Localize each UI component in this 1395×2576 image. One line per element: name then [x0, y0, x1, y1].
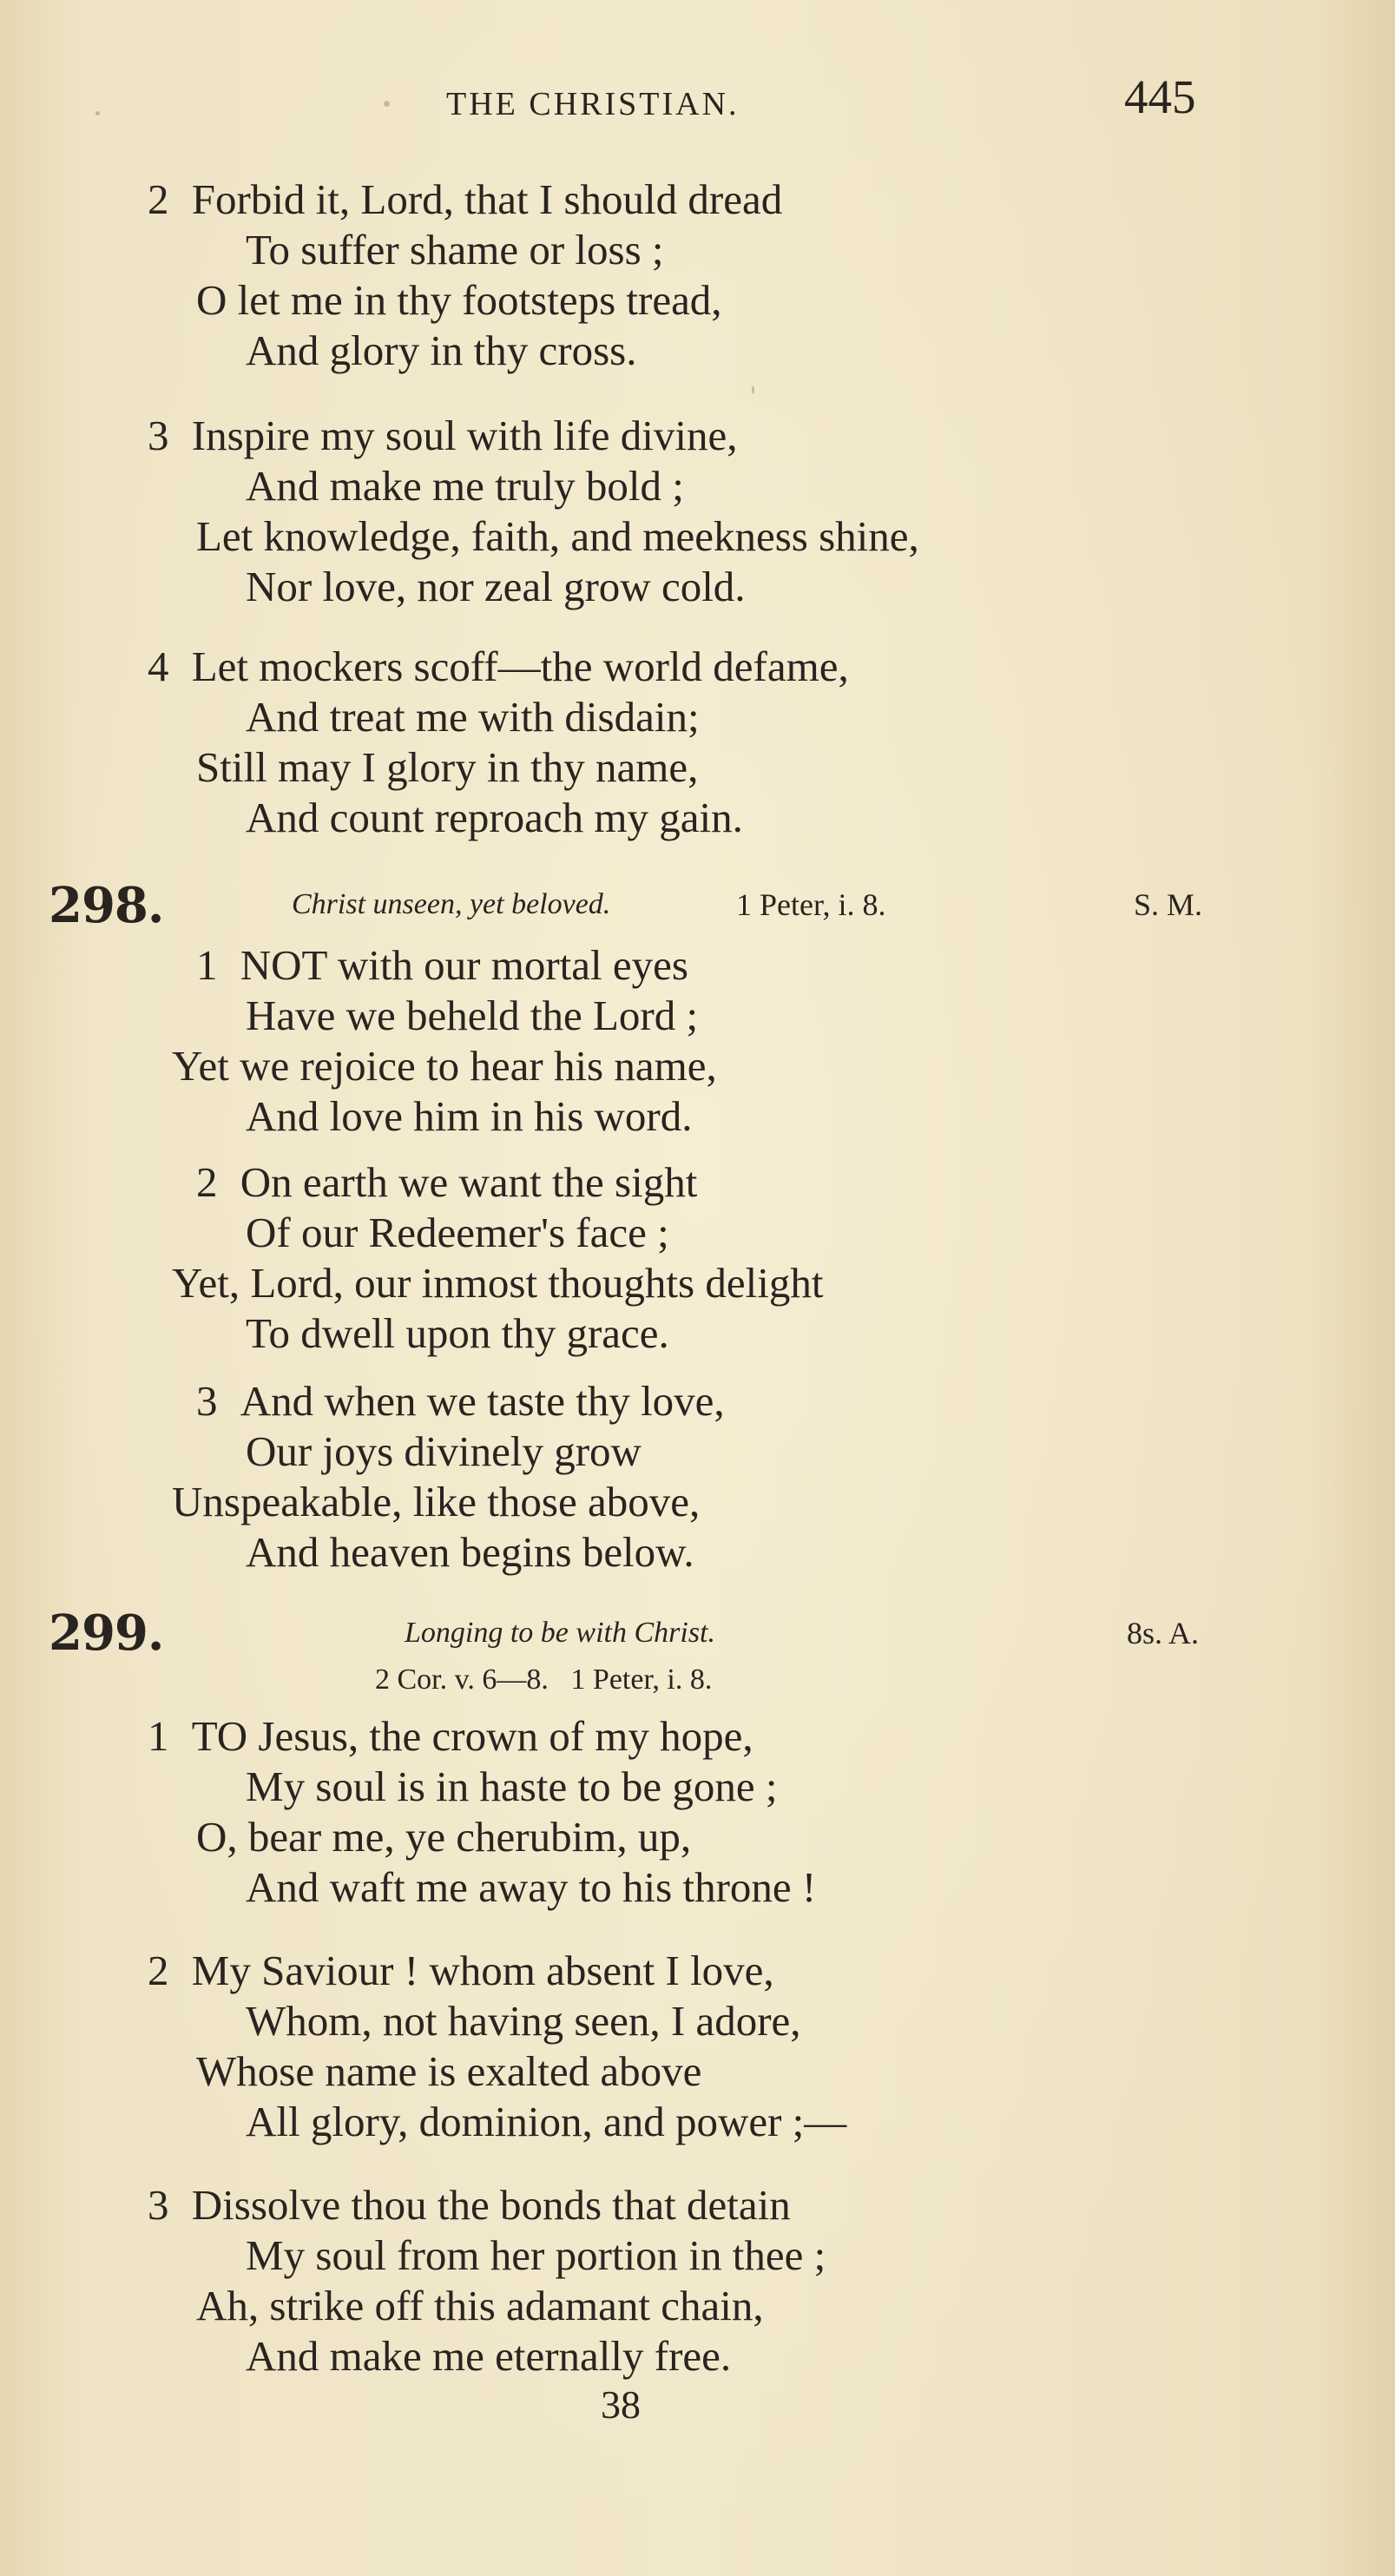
verse-text: Unspeakable, like those above,: [172, 1478, 701, 1525]
verse-text: NOT with our mortal eyes: [240, 941, 688, 989]
verse-text: Dissolve thou the bonds that detain: [191, 2181, 791, 2229]
verse-text: And make me eternally free.: [246, 2332, 732, 2380]
verse-text: And love him in his word.: [246, 1092, 693, 1140]
verse-text: And glory in thy cross.: [246, 326, 637, 374]
stanza-line: [148, 1947, 774, 1995]
verse-text: O, bear me, ye cherubim, up,: [196, 1813, 692, 1861]
verse-text: Of our Redeemer's face ;: [246, 1209, 669, 1256]
verse-text: And treat me with disdain;: [246, 693, 700, 741]
verse-text: Ah, strike off this adamant chain,: [196, 2282, 764, 2329]
stanza-line: [148, 642, 849, 691]
verse-text: Forbid it, Lord, that I should dread: [191, 175, 783, 223]
verse-text: Have we beheld the Lord ;: [246, 992, 699, 1039]
verse-text: And when we taste thy love,: [240, 1377, 725, 1425]
scripture-reference: 2 Cor. v. 6—8. 1 Peter, i. 8.: [375, 1664, 713, 1696]
stanza-line: [196, 941, 688, 990]
verse-text: And waft me away to his throne !: [246, 1863, 817, 1911]
verse-text: Yet, Lord, our inmost thoughts delight: [172, 1259, 824, 1307]
verse-text: Whose name is exalted above: [196, 2047, 702, 2095]
stanza-line: [148, 412, 738, 460]
stanza-line: [196, 1158, 697, 1207]
verse-text: Let mockers scoff—the world defame,: [191, 642, 849, 690]
verse-text: All glory, dominion, and power ;—: [246, 2098, 847, 2145]
verse-text: Our joys divinely grow: [246, 1427, 642, 1475]
page-number: 445: [1124, 70, 1196, 123]
stanza-line: [148, 2181, 791, 2230]
hymn-number: 299.: [49, 1604, 164, 1662]
verse-text: Yet we rejoice to hear his name,: [172, 1042, 717, 1090]
verse-text: TO Jesus, the crown of my hope,: [191, 1712, 753, 1760]
hymn-title: Longing to be with Christ.: [405, 1617, 715, 1649]
verse-text: Nor love, nor zeal grow cold.: [246, 563, 746, 610]
stanza-number: 3: [196, 1377, 218, 1425]
verse-text: And heaven begins below.: [246, 1528, 694, 1576]
verse-text: My soul from her portion in thee ;: [246, 2231, 826, 2279]
stanza-line: [196, 1377, 725, 1426]
verse-text: To dwell upon thy grace.: [246, 1309, 669, 1357]
stanza-number: 2: [148, 175, 169, 223]
verse-text: My soul is in haste to be gone ;: [246, 1762, 778, 1810]
stanza-number: 1: [148, 1712, 169, 1760]
meter: S. M.: [1134, 887, 1203, 922]
stanza-number: 3: [148, 412, 169, 459]
verse-text: Still may I glory in thy name,: [196, 743, 699, 791]
signature-mark: 38: [601, 2382, 641, 2427]
hymn-title: Christ unseen, yet beloved.: [292, 888, 611, 920]
verse-text: On earth we want the sight: [240, 1158, 698, 1206]
paper-speck: [95, 111, 100, 115]
verse-text: Inspire my soul with life divine,: [191, 412, 738, 459]
verse-text: Whom, not having seen, I adore,: [246, 1997, 801, 2045]
verse-text: And count reproach my gain.: [246, 794, 743, 841]
meter: 8s. A.: [1127, 1616, 1200, 1650]
scripture-reference: 1 Peter, i. 8.: [736, 887, 886, 922]
verse-text: My Saviour ! whom absent I love,: [191, 1947, 774, 1994]
stanza-line: [148, 175, 782, 224]
verse-text: To suffer shame or loss ;: [246, 226, 664, 273]
paper-speck: [752, 385, 754, 394]
running-head: THE CHRISTIAN.: [446, 86, 740, 122]
stanza-number: 1: [196, 941, 218, 989]
verse-text: O let me in thy footsteps tread,: [196, 276, 722, 324]
stanza-line: [148, 1712, 753, 1761]
stanza-number: 2: [148, 1947, 169, 1994]
verse-text: And make me truly bold ;: [246, 462, 684, 510]
stanza-number: 4: [148, 642, 169, 690]
stanza-number: 3: [148, 2181, 169, 2229]
hymn-number: 298.: [49, 877, 164, 934]
verse-text: Let knowledge, faith, and meekness shine,: [196, 512, 919, 560]
paper-speck: [384, 101, 390, 107]
stanza-number: 2: [196, 1158, 218, 1206]
